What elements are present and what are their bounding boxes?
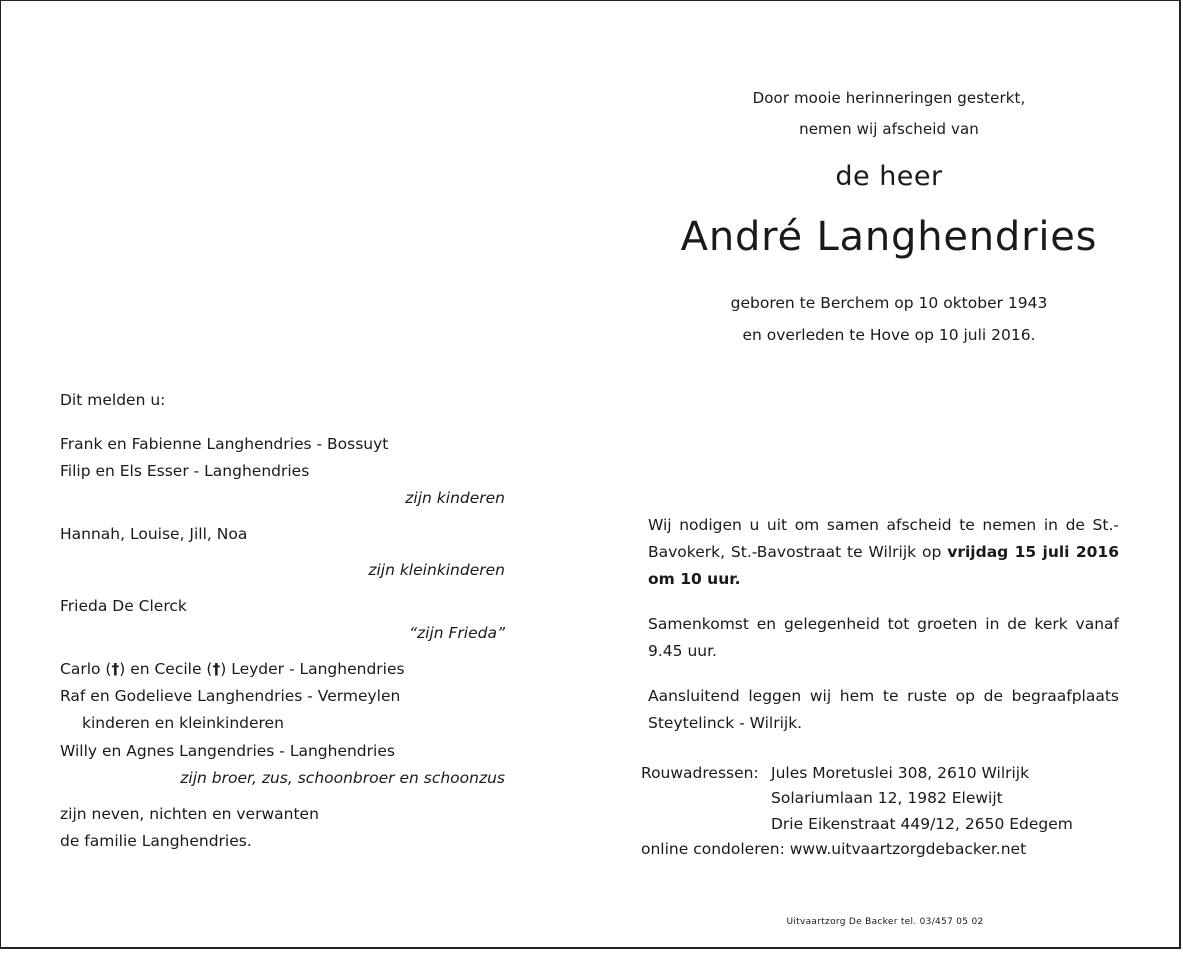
- address-3: Drie Eikenstraat 449/12, 2650 Edegem: [771, 815, 1073, 833]
- grandchildren-role: zijn kleinkinderen: [368, 561, 505, 579]
- gathering-info: Samenkomst en gelegenheid tot groeten in de kerk vanaf 9.45 uur.: [648, 615, 1119, 660]
- partner-role: “zijn Frieda”: [408, 624, 505, 642]
- children-line-1: Frank en Fabienne Langhendries - Bossuyt: [60, 435, 389, 453]
- honorific: de heer: [835, 161, 943, 192]
- relatives-line: zijn neven, nichten en verwanten: [60, 805, 319, 823]
- children-line-2: Filip en Els Esser - Langhendries: [60, 462, 310, 480]
- grandchildren-line: Hannah, Louise, Jill, Noa: [60, 525, 248, 543]
- sibling-line-1: [60, 660, 405, 678]
- invite-text: Wij nodigen u uit om samen afscheid te nemen in de St.-Bavokerk, St.-Bavostraat te Wilrijk op: [648, 516, 1119, 561]
- family-intro: Dit melden u:: [60, 391, 166, 409]
- death-line: en overleden te Hove op 10 juli 2016.: [742, 326, 1036, 344]
- sibling-line-2-sub: kinderen en kleinkinderen: [82, 714, 284, 732]
- service-invitation: [648, 512, 1119, 593]
- sibling-line-2: Raf en Godelieve Langhendries - Vermeylen: [60, 687, 401, 705]
- intro-line-2: nemen wij afscheid van: [799, 120, 979, 138]
- address-2: Solariumlaan 12, 1982 Elewijt: [771, 789, 1003, 807]
- children-role: zijn kinderen: [405, 489, 505, 507]
- addresses-label: Rouwadressen:: [641, 764, 759, 782]
- service-date: vrijdag 15 juli 2016 om 10 uur.: [648, 543, 1119, 588]
- intro-line-1: Door mooie herinneringen gesterkt,: [752, 89, 1026, 107]
- sibling-1-part-c: ) Leyder - Langhendries: [220, 660, 405, 678]
- deceased-cross-1: †: [111, 660, 120, 678]
- sibling-line-3: Willy en Agnes Langendries - Langhendries: [60, 742, 395, 760]
- burial-info: Aansluitend leggen wij hem te ruste op de begraafplaats Steytelinck - Wilrijk.: [648, 687, 1119, 732]
- sibling-1-part-b: ) en Cecile (: [119, 660, 213, 678]
- birth-line: geboren te Berchem op 10 oktober 1943: [730, 294, 1048, 312]
- deceased-cross-2: †: [212, 660, 221, 678]
- family-name-line: de familie Langhendries.: [60, 832, 252, 850]
- partner-line: Frieda De Clerck: [60, 597, 187, 615]
- address-1: Jules Moretuslei 308, 2610 Wilrijk: [771, 764, 1030, 782]
- funeral-home-footer: Uitvaartzorg De Backer tel. 03/457 05 02: [786, 917, 984, 927]
- sibling-1-part-a: Carlo (: [60, 660, 112, 678]
- deceased-name: André Langhendries: [680, 214, 1098, 260]
- online-condolence: online condoleren: www.uitvaartzorgdebacker.net: [641, 840, 1027, 858]
- siblings-role: zijn broer, zus, schoonbroer en schoonzus: [180, 769, 505, 787]
